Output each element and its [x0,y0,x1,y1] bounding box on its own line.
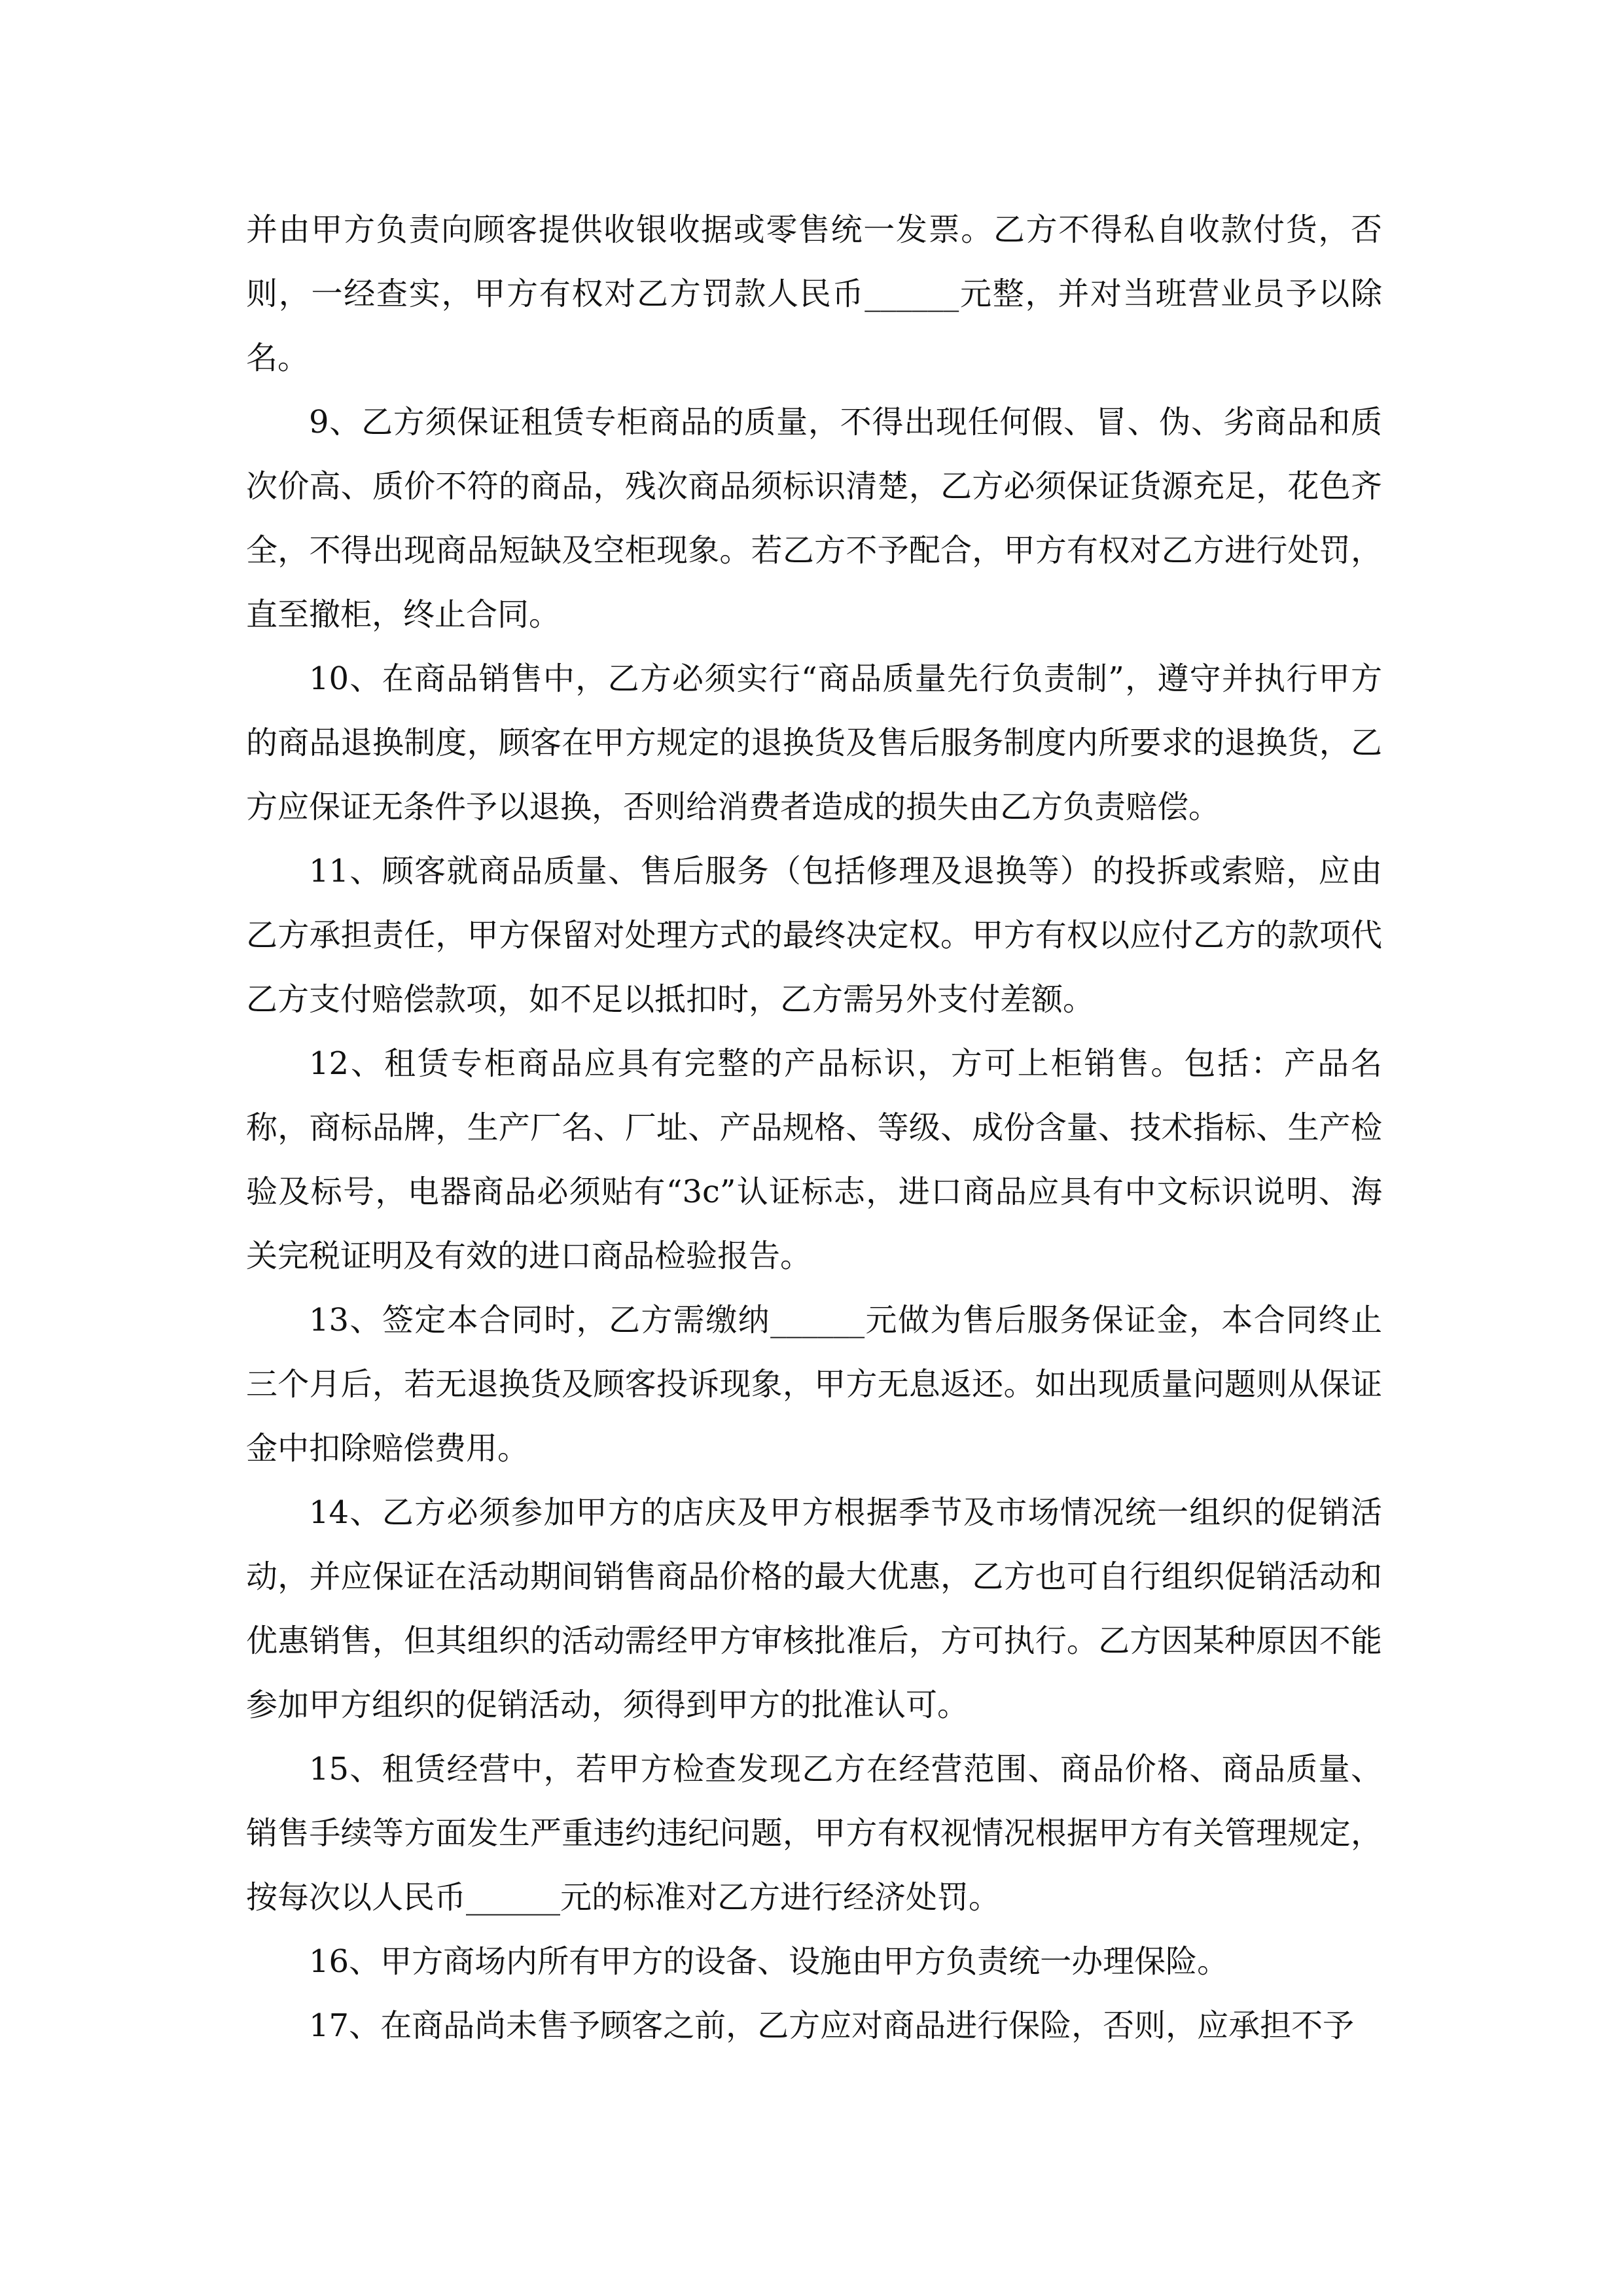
paragraph-clause-12: 12、租赁专柜商品应具有完整的产品标识，方可上柜销售。包括：产品名称，商标品牌，生产厂名、厂址、产品规格、等级、成份含量、技术指标、生产检验及标号，电器商品必须贴有“3c”认证标志，进口商品应具有中文标识说明、海关完税证明及有效的进口商品检验报告。 [246,1045,1382,1274]
paragraph-continuation: 并由甲方负责向顾客提供收银收据或零售统一发票。乙方不得私自收款付货，否则，一经查实，甲方有权对乙方罚款人民币______元整，并对当班营业员予以除名。 [246,211,1382,376]
paragraph-clause-9: 9、乙方须保证租赁专柜商品的质量，不得出现任何假、冒、伪、劣商品和质次价高、质价不符的商品，残次商品须标识清楚，乙方必须保证货源充足，花色齐全，不得出现商品短缺及空柜现象。若乙方不予配合，甲方有权对乙方进行处罚，直至撤柜，终止合同。 [246,404,1382,633]
paragraph-clause-14: 14、乙方必须参加甲方的店庆及甲方根据季节及市场情况统一组织的促销活动，并应保证在活动期间销售商品价格的最大优惠，乙方也可自行组织促销活动和优惠销售，但其组织的活动需经甲方审核批准后，方可执行。乙方因某种原因不能参加甲方组织的促销活动，须得到甲方的批准认可。 [246,1494,1382,1723]
paragraph-clause-16: 16、甲方商场内所有甲方的设备、设施由甲方负责统一办理保险。 [309,1943,1229,1980]
paragraph-clause-13: 13、签定本合同时，乙方需缴纳______元做为售后服务保证金，本合同终止三个月后，若无退换货及顾客投诉现象，甲方无息返还。如出现质量问题则从保证金中扣除赔偿费用。 [246,1302,1382,1467]
document-body [246,198,1382,2058]
paragraph-clause-11: 11、顾客就商品质量、售后服务（包括修理及退换等）的投拆或索赔，应由乙方承担责任，甲方保留对处理方式的最终决定权。甲方有权以应付乙方的款项代乙方支付赔偿款项，如不足以抵扣时，乙方需另外支付差额。 [246,853,1382,1018]
paragraph-clause-15: 15、租赁经营中，若甲方检查发现乙方在经营范围、商品价格、商品质量、销售手续等方面发生严重违约违纪问题，甲方有权视情况根据甲方有关管理规定，按每次以人民币______元的标准对乙方进行经济处罚。 [246,1751,1382,1916]
paragraph-clause-10: 10、在商品销售中，乙方必须实行“商品质量先行负责制”，遵守并执行甲方的商品退换制度，顾客在甲方规定的退换货及售后服务制度内所要求的退换货，乙方应保证无条件予以退换，否则给消费者造成的损失由乙方负责赔偿。 [246,660,1382,825]
paragraph-clause-17: 17、在商品尚未售予顾客之前，乙方应对商品进行保险，否则，应承担不予 [309,2007,1355,2044]
